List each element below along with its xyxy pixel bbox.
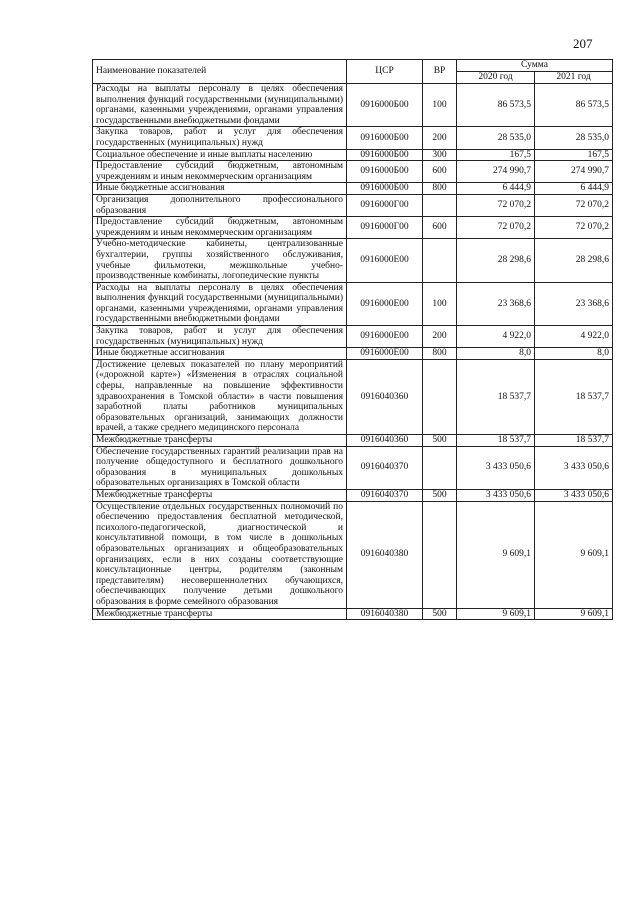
- row-2020-cell: 23 368,6: [457, 282, 535, 325]
- row-2021-cell: 6 444,9: [535, 183, 613, 195]
- row-2021-cell: 274 990,7: [535, 161, 613, 183]
- row-csr-cell: 0916000Е00: [347, 282, 423, 325]
- row-2021-cell: 18 537,7: [535, 435, 613, 447]
- table-row: [93, 326, 613, 348]
- row-2020-cell: 72 070,2: [457, 217, 535, 239]
- row-name-cell: Закупка товаров, работ и услуг для обеспечения государственных (муниципальных) нужд: [93, 127, 347, 149]
- header-sum: Сумма: [457, 60, 613, 72]
- row-vr-cell: [423, 194, 457, 216]
- row-2021-cell: 9 609,1: [535, 501, 613, 608]
- header-name: Наименование показателей: [93, 60, 347, 84]
- row-vr-cell: [423, 239, 457, 282]
- row-2021-cell: 72 070,2: [535, 217, 613, 239]
- table-row: [93, 348, 613, 360]
- row-csr-cell: 0916000Г00: [347, 194, 423, 216]
- row-vr-cell: 200: [423, 326, 457, 348]
- row-name-cell: Учебно-методические кабинеты, централизованные бухгалтерии, группы хозяйственного обслуживания, учебные фильмотеки, межшкольные учебно-производственные комбинаты, логопедические пункты: [93, 239, 347, 282]
- row-2021-cell: 3 433 050,6: [535, 489, 613, 501]
- header-row: [93, 60, 613, 72]
- row-2021-cell: 4 922,0: [535, 326, 613, 348]
- row-vr-cell: 800: [423, 348, 457, 360]
- row-vr-cell: 500: [423, 435, 457, 447]
- table-row: [93, 149, 613, 161]
- header-year-2021: 2021 год: [535, 72, 613, 84]
- row-csr-cell: 0916000Б00: [347, 161, 423, 183]
- row-vr-cell: 600: [423, 161, 457, 183]
- table-row: [93, 446, 613, 489]
- row-vr-cell: 100: [423, 282, 457, 325]
- row-2021-cell: 86 573,5: [535, 84, 613, 127]
- row-vr-cell: [423, 501, 457, 608]
- row-vr-cell: [423, 359, 457, 434]
- row-2021-cell: 72 070,2: [535, 194, 613, 216]
- row-csr-cell: 0916040380: [347, 501, 423, 608]
- row-2021-cell: 28 535,0: [535, 127, 613, 149]
- header-vr: ВР: [423, 60, 457, 84]
- table-row: [93, 608, 613, 620]
- row-name-cell: Предоставление субсидий бюджетным, автономным учреждениям и иным некоммерческим организациям: [93, 217, 347, 239]
- row-name-cell: Межбюджетные трансферты: [93, 435, 347, 447]
- row-name-cell: Расходы на выплаты персоналу в целях обеспечения выполнения функций государственными (муниципальными) органами, казенными учреждениями, органами управления государственными внебюджетными фондами: [93, 84, 347, 127]
- row-csr-cell: 0916000Е00: [347, 326, 423, 348]
- row-2020-cell: 86 573,5: [457, 84, 535, 127]
- row-name-cell: Предоставление субсидий бюджетным, автономным учреждениям и иным некоммерческим организациям: [93, 161, 347, 183]
- row-2020-cell: 28 535,0: [457, 127, 535, 149]
- row-name-cell: Межбюджетные трансферты: [93, 489, 347, 501]
- row-vr-cell: [423, 446, 457, 489]
- table-row: [93, 161, 613, 183]
- row-name-cell: Расходы на выплаты персоналу в целях обеспечения выполнения функций государственными (муниципальными) органами, казенными учреждениями, органами управления государственными внебюджетными фондами: [93, 282, 347, 325]
- table-body: [93, 84, 613, 620]
- row-vr-cell: 300: [423, 149, 457, 161]
- row-csr-cell: 0916000Г00: [347, 217, 423, 239]
- row-csr-cell: 0916000Б00: [347, 84, 423, 127]
- row-name-cell: Организация дополнительного профессионального образования: [93, 194, 347, 216]
- row-2020-cell: 4 922,0: [457, 326, 535, 348]
- row-vr-cell: 500: [423, 608, 457, 620]
- row-2020-cell: 8,0: [457, 348, 535, 360]
- row-csr-cell: 0916000Е00: [347, 239, 423, 282]
- row-2020-cell: 3 433 050,6: [457, 446, 535, 489]
- row-2021-cell: 8,0: [535, 348, 613, 360]
- row-csr-cell: 0916040370: [347, 489, 423, 501]
- row-name-cell: Осуществление отдельных государственных полномочий по обеспечению предоставления бесплатной методической, психолого-педагогической, диагностической и консультативной помощи, в том числе в дошкольных образовательных организациях и общеобразовательных организациях, если в них созданы соответствующие консультационные центры, родителям (законным представителям) несовершеннолетних обучающихся, обеспечивающих получение детьми дошкольного образования в форме семейного образования: [93, 501, 347, 608]
- row-2020-cell: 18 537,7: [457, 359, 535, 434]
- row-csr-cell: 0916040380: [347, 608, 423, 620]
- table-row: [93, 127, 613, 149]
- header-year-2020: 2020 год: [457, 72, 535, 84]
- header-csr: ЦСР: [347, 60, 423, 84]
- budget-table: [92, 59, 613, 620]
- row-csr-cell: 0916040360: [347, 435, 423, 447]
- table-row: [93, 359, 613, 434]
- row-name-cell: Социальное обеспечение и иные выплаты населению: [93, 149, 347, 161]
- row-vr-cell: 800: [423, 183, 457, 195]
- row-2020-cell: 3 433 050,6: [457, 489, 535, 501]
- table-row: [93, 217, 613, 239]
- page-number: 207: [573, 36, 593, 51]
- row-vr-cell: 500: [423, 489, 457, 501]
- row-name-cell: Межбюджетные трансферты: [93, 608, 347, 620]
- row-vr-cell: 600: [423, 217, 457, 239]
- row-vr-cell: 200: [423, 127, 457, 149]
- table-row: [93, 239, 613, 282]
- row-2021-cell: 28 298,6: [535, 239, 613, 282]
- table-row: [93, 489, 613, 501]
- row-2020-cell: 9 609,1: [457, 501, 535, 608]
- row-csr-cell: 0916040370: [347, 446, 423, 489]
- row-2021-cell: 9 609,1: [535, 608, 613, 620]
- row-vr-cell: 100: [423, 84, 457, 127]
- row-csr-cell: 0916040360: [347, 359, 423, 434]
- row-2020-cell: 6 444,9: [457, 183, 535, 195]
- row-name-cell: Закупка товаров, работ и услуг для обеспечения государственных (муниципальных) нужд: [93, 326, 347, 348]
- row-2020-cell: 18 537,7: [457, 435, 535, 447]
- row-csr-cell: 0916000Б00: [347, 183, 423, 195]
- row-name-cell: Обеспечение государственных гарантий реализации прав на получение общедоступного и бесплатного дошкольного образования в муниципальных дошкольных образовательных организациях в Томской области: [93, 446, 347, 489]
- row-2021-cell: 23 368,6: [535, 282, 613, 325]
- row-name-cell: Иные бюджетные ассигнования: [93, 183, 347, 195]
- row-2020-cell: 9 609,1: [457, 608, 535, 620]
- row-2021-cell: 3 433 050,6: [535, 446, 613, 489]
- table-row: [93, 84, 613, 127]
- row-csr-cell: 0916000Е00: [347, 348, 423, 360]
- table-row: [93, 282, 613, 325]
- table-row: [93, 183, 613, 195]
- row-csr-cell: 0916000Б00: [347, 127, 423, 149]
- row-2020-cell: 274 990,7: [457, 161, 535, 183]
- row-name-cell: Иные бюджетные ассигнования: [93, 348, 347, 360]
- row-2020-cell: 28 298,6: [457, 239, 535, 282]
- row-2021-cell: 18 537,7: [535, 359, 613, 434]
- table-row: [93, 435, 613, 447]
- row-2021-cell: 167,5: [535, 149, 613, 161]
- row-csr-cell: 0916000Б00: [347, 149, 423, 161]
- row-2020-cell: 167,5: [457, 149, 535, 161]
- row-name-cell: Достижение целевых показателей по плану мероприятий («дорожной карте») «Изменения в отраслях социальной сферы, направленные на повышение эффективности здравоохранения в Томской области» в части повышения заработной платы работников муниципальных образовательных организаций, занимающих должности врачей, а также среднего медицинского персонала: [93, 359, 347, 434]
- table-row: [93, 194, 613, 216]
- table-row: [93, 501, 613, 608]
- row-2020-cell: 72 070,2: [457, 194, 535, 216]
